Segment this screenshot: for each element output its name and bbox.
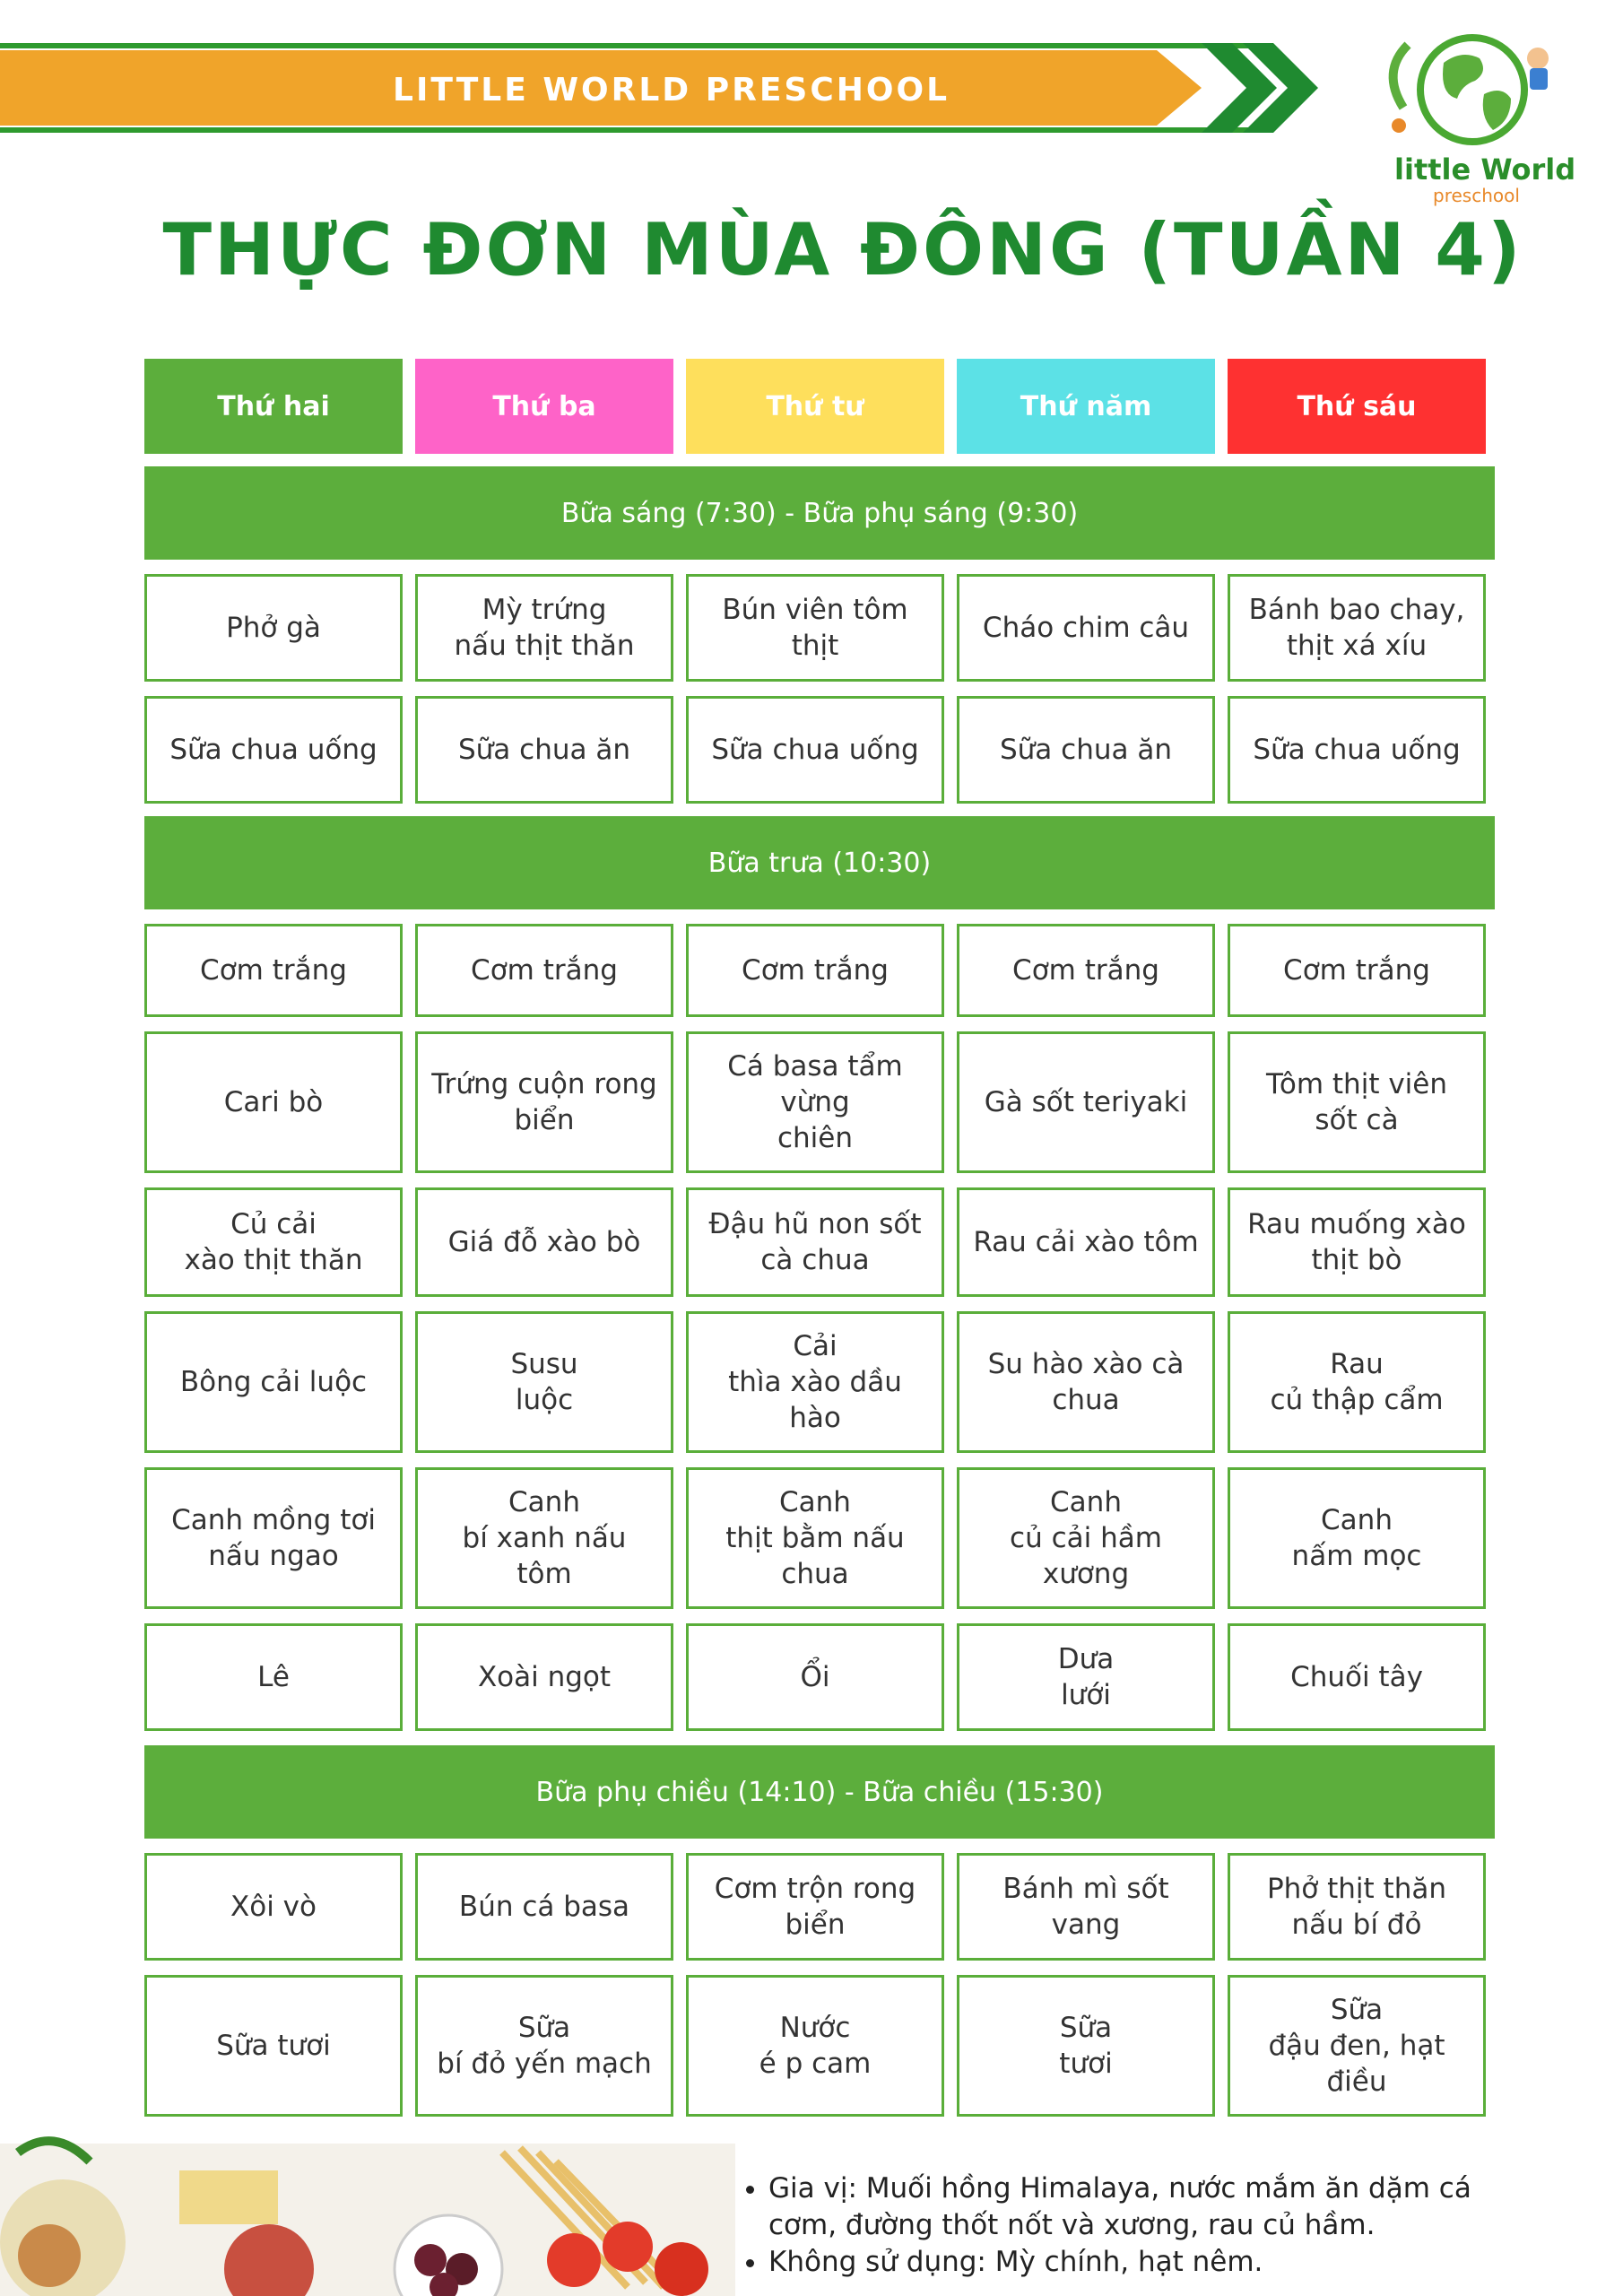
menu-item: Tôm thịt viên sốt cà <box>1228 1031 1486 1173</box>
menu-item: Sữa chua ăn <box>957 696 1215 804</box>
menu-item: Cá basa tẩm vừng chiên <box>686 1031 944 1173</box>
menu-item: Lê <box>144 1623 403 1731</box>
menu-item: Xôi vò <box>144 1853 403 1961</box>
menu-item: Phở thịt thăn nấu bí đỏ <box>1228 1853 1486 1961</box>
menu-item: Rau muống xào thịt bò <box>1228 1187 1486 1297</box>
menu-item: Sữa tươi <box>144 1975 403 2117</box>
logo-title: little World <box>1394 152 1576 187</box>
menu-item: Canh mồng tơi nấu ngao <box>144 1467 403 1609</box>
menu-item: Rau cải xào tôm <box>957 1187 1215 1297</box>
menu-item: Cải thìa xào dầu hào <box>686 1311 944 1453</box>
note-item: • Không sử dụng: Mỳ chính, hạt nêm. <box>768 2244 1544 2281</box>
logo-subtitle: preschool <box>1433 185 1520 206</box>
day-header: Thứ hai <box>144 359 403 454</box>
menu-item: Cơm trắng <box>144 924 403 1017</box>
menu-item: Susu luộc <box>415 1311 673 1453</box>
menu-item: Canh củ cải hầm xương <box>957 1467 1215 1609</box>
menu-item: Sữa đậu đen, hạt điều <box>1228 1975 1486 2117</box>
menu-item: Dưa lưới <box>957 1623 1215 1731</box>
menu-item: Bánh bao chay, thịt xá xíu <box>1228 574 1486 682</box>
notes <box>737 2170 1544 2281</box>
menu-item: Canh thịt bằm nấu chua <box>686 1467 944 1609</box>
menu-item: Ổi <box>686 1623 944 1731</box>
day-header: Thứ sáu <box>1228 359 1486 454</box>
school-name: LITTLE WORLD PRESCHOOL <box>393 72 950 109</box>
menu-item: Sữa bí đỏ yến mạch <box>415 1975 673 2117</box>
menu-item: Chuối tây <box>1228 1623 1486 1731</box>
menu-item: Canh nấm mọc <box>1228 1467 1486 1609</box>
menu-item: Bún cá basa <box>415 1853 673 1961</box>
menu-item: Đậu hũ non sốt cà chua <box>686 1187 944 1297</box>
page-title: THỰC ĐƠN MÙA ĐÔNG (TUẦN 4) <box>162 208 1523 291</box>
menu-item: Sữa chua uống <box>1228 696 1486 804</box>
menu-item: Nước é p cam <box>686 1975 944 2117</box>
meal-section-header: Bữa trưa (10:30) <box>144 816 1495 909</box>
menu-item: Giá đỗ xào bò <box>415 1187 673 1297</box>
menu-item: Bún viên tôm thịt <box>686 574 944 682</box>
day-header: Thứ ba <box>415 359 673 454</box>
banner-bottom-line <box>0 127 1255 133</box>
menu-item: Rau củ thập cẩm <box>1228 1311 1486 1453</box>
menu-item: Cơm trắng <box>1228 924 1486 1017</box>
menu-item: Mỳ trứng nấu thịt thăn <box>415 574 673 682</box>
menu-item: Cơm trộn rong biển <box>686 1853 944 1961</box>
menu-item: Gà sốt teriyaki <box>957 1031 1215 1173</box>
menu-item: Sữa chua uống <box>144 696 403 804</box>
menu-item: Canh bí xanh nấu tôm <box>415 1467 673 1609</box>
menu-item: Phở gà <box>144 574 403 682</box>
menu-item: Bông cải luộc <box>144 1311 403 1453</box>
menu-item: Sữa chua ăn <box>415 696 673 804</box>
double-chevron-icon <box>1202 43 1318 133</box>
menu-item: Bánh mì sốt vang <box>957 1853 1215 1961</box>
menu-item: Cơm trắng <box>686 924 944 1017</box>
menu-item: Cơm trắng <box>957 924 1215 1017</box>
menu-item: Cari bò <box>144 1031 403 1173</box>
menu-item: Cơm trắng <box>415 924 673 1017</box>
meal-section-header: Bữa sáng (7:30) - Bữa phụ sáng (9:30) <box>144 466 1495 560</box>
day-header: Thứ tư <box>686 359 944 454</box>
note-item: • Gia vị: Muối hồng Himalaya, nước mắm ăn dặm cá cơm, đường thốt nốt và xương, rau củ hầm. <box>768 2170 1544 2244</box>
menu-item: Sữa chua uống <box>686 696 944 804</box>
menu-item: Củ cải xào thịt thăn <box>144 1187 403 1297</box>
menu-item: Trứng cuộn rong biển <box>415 1031 673 1173</box>
menu-item: Xoài ngọt <box>415 1623 673 1731</box>
menu-item: Cháo chim câu <box>957 574 1215 682</box>
meal-section-header: Bữa phụ chiều (14:10) - Bữa chiều (15:30) <box>144 1745 1495 1839</box>
day-header: Thứ năm <box>957 359 1215 454</box>
menu-item: Su hào xào cà chua <box>957 1311 1215 1453</box>
menu-item: Sữa tươi <box>957 1975 1215 2117</box>
banner-top-line <box>0 43 1255 48</box>
food-ingredients-image <box>0 2090 735 2296</box>
